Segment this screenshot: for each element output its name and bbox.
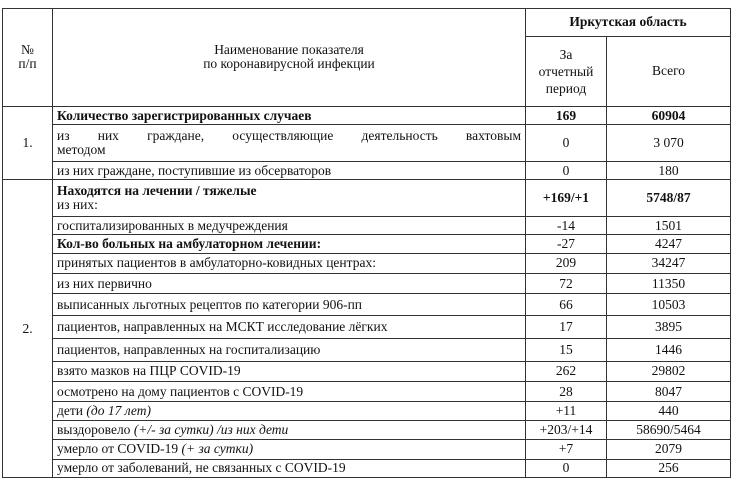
table-row <box>3 180 731 217</box>
row-name: госпитализированных в медучреждения <box>53 216 526 234</box>
header-total: Всего <box>607 36 731 106</box>
row-total: 440 <box>607 402 731 420</box>
table-row <box>3 440 731 459</box>
header-number-symbol: № <box>21 42 34 58</box>
row-total: 5748/87 <box>607 180 731 217</box>
row-period: +169/+1 <box>526 180 607 217</box>
row-period: 17 <box>526 315 607 338</box>
row-period: 72 <box>526 274 607 294</box>
row-period: 262 <box>526 361 607 381</box>
row-total: 8047 <box>607 382 731 402</box>
section-2-number: 2. <box>3 180 53 478</box>
row-total: 60904 <box>607 106 731 124</box>
table-row <box>3 216 731 234</box>
header-number-cell <box>3 9 53 107</box>
row-period: +203/+14 <box>526 420 607 439</box>
table-row <box>3 339 731 361</box>
row-period: 0 <box>526 125 607 162</box>
row-period: -27 <box>526 235 607 253</box>
table-row <box>3 106 731 124</box>
row-name: Кол-во больных на амбулаторном лечении: <box>53 235 526 253</box>
row-total: 1501 <box>607 216 731 234</box>
row-name <box>53 402 526 420</box>
row-name <box>53 420 526 439</box>
row-name-main: дети <box>57 403 87 419</box>
table-row <box>3 315 731 338</box>
row-total: 180 <box>607 161 731 179</box>
row-total: 11350 <box>607 274 731 294</box>
row-name: пациентов, направленных на госпитализацию <box>53 339 526 361</box>
table-row <box>3 274 731 294</box>
row-total: 3895 <box>607 315 731 338</box>
row-period: -14 <box>526 216 607 234</box>
row-name-line2: методом <box>57 142 106 158</box>
row-total: 256 <box>607 459 731 477</box>
row-total: 58690/5464 <box>607 420 731 439</box>
header-region: Иркутская область <box>526 9 731 37</box>
row-period: 0 <box>526 459 607 477</box>
row-total: 1446 <box>607 339 731 361</box>
row-name <box>53 180 526 217</box>
section-1-number: 1. <box>3 106 53 179</box>
row-period: +7 <box>526 440 607 459</box>
row-period: 15 <box>526 339 607 361</box>
table-row <box>3 253 731 273</box>
row-name: осмотрено на дому пациентов с COVID-19 <box>53 382 526 402</box>
header-indicator-cell <box>53 9 526 107</box>
row-total: 29802 <box>607 361 731 381</box>
row-name: взято мазков на ПЦР COVID-19 <box>53 361 526 381</box>
header-number-label: п/п <box>18 56 37 72</box>
row-total: 3 070 <box>607 125 731 162</box>
row-period: 28 <box>526 382 607 402</box>
row-total: 4247 <box>607 235 731 253</box>
row-name <box>53 440 526 459</box>
row-period: 209 <box>526 253 607 273</box>
table-row <box>3 402 731 420</box>
header-indicator-line2: по коронавирусной инфекции <box>203 56 375 72</box>
row-name: Количество зарегистрированных случаев <box>53 106 526 124</box>
table-row <box>3 294 731 315</box>
row-name-sub: из них: <box>57 197 98 213</box>
header-period-cell <box>526 36 607 106</box>
row-period: 0 <box>526 161 607 179</box>
row-name-italic: (+/- за сутки) /из них дети <box>133 421 289 437</box>
table-row <box>3 382 731 402</box>
table-row <box>3 420 731 439</box>
row-total: 2079 <box>607 440 731 459</box>
row-total: 34247 <box>607 253 731 273</box>
table-row <box>3 361 731 381</box>
row-name <box>53 125 526 162</box>
row-name-main: выздоровело <box>57 421 134 437</box>
row-name-line1: из них граждане, осуществляющие деятельность вахтовым <box>57 128 521 144</box>
header-period-line3: период <box>545 80 587 96</box>
row-name: умерло от заболеваний, не связанных с COVID-19 <box>53 459 526 477</box>
row-name-italic: (до 17 лет) <box>86 403 151 419</box>
table-row <box>3 125 731 162</box>
row-period: 66 <box>526 294 607 315</box>
header-period-line1: За <box>559 46 573 62</box>
row-name: принятых пациентов в амбулаторно-ковидных центрах: <box>53 253 526 273</box>
covid-statistics-table <box>2 8 731 478</box>
table-row <box>3 459 731 477</box>
row-period: +11 <box>526 402 607 420</box>
row-name: из них граждане, поступившие из обсерваторов <box>53 161 526 179</box>
row-name: выписанных льготных рецептов по категории 906-пп <box>53 294 526 315</box>
row-period: 169 <box>526 106 607 124</box>
row-name: пациентов, направленных на МСКТ исследование лёгких <box>53 315 526 338</box>
table-row <box>3 235 731 253</box>
row-total: 10503 <box>607 294 731 315</box>
table-row <box>3 161 731 179</box>
row-name-italic: (+ за сутки) <box>181 441 254 457</box>
header-period-line2: отчетный <box>538 63 594 79</box>
row-name-main: умерло от COVID-19 <box>57 441 182 457</box>
row-name-main: Находятся на лечении / тяжелые <box>57 183 257 199</box>
header-indicator-line1: Наименование показателя <box>214 42 364 58</box>
row-name: из них первично <box>53 274 526 294</box>
